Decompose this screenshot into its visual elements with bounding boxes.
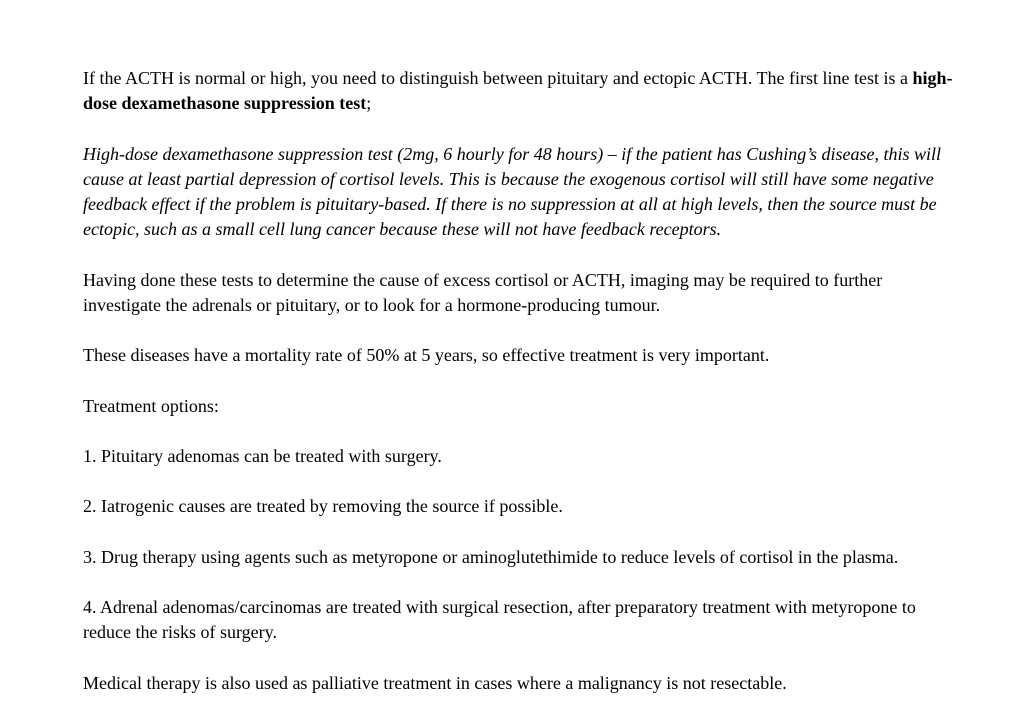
treatment-item-1: 1. Pituitary adenomas can be treated with surgery.	[83, 445, 442, 466]
bold-test-name: high-dose dexamethasone suppression test	[83, 68, 953, 114]
treatment-heading: Treatment options:	[83, 395, 219, 416]
treatment-list	[83, 444, 953, 646]
treatment-item-4: 4. Adrenal adenomas/carcinomas are treated with surgical resection, after preparatory treatment with metyropone to reduce the risks of surgery.	[83, 597, 916, 643]
document-page	[83, 66, 953, 696]
paragraph-imaging: Having done these tests to determine the cause of excess cortisol or ACTH, imaging may be required to further investigate the adrenals or pituitary, or to look for a hormone-producing tumour.	[83, 269, 883, 315]
treatment-item-2: 2. Iatrogenic causes are treated by removing the source if possible.	[83, 496, 563, 517]
paragraph-dexamethasone-test: High-dose dexamethasone suppression test (2mg, 6 hourly for 48 hours) – if the patient has Cushing’s disease, this will cause at least partial depression of cortisol levels. This is because the exogenous cortisol will still have some negative feedback effect if the problem is pituitary-based. If there is no suppression at all at high levels, then the source must be ectopic, such as a small cell lung cancer because these will not have feedback receptors.	[83, 143, 941, 240]
paragraph-acth-semicolon: ;	[366, 93, 372, 114]
paragraph-acth-text: If the ACTH is normal or high, you need to distinguish between pituitary and ectopic ACTH. The first line test is a	[83, 68, 913, 88]
paragraph-medical-therapy: Medical therapy is also used as palliative treatment in cases where a malignancy is not resectable.	[83, 672, 787, 693]
paragraph-mortality: These diseases have a mortality rate of 50% at 5 years, so effective treatment is very important.	[83, 345, 770, 366]
treatment-item-3: 3. Drug therapy using agents such as metyropone or aminoglutethimide to reduce levels of cortisol in the plasma.	[83, 546, 899, 567]
paragraph-acth-distinguish	[83, 66, 953, 116]
